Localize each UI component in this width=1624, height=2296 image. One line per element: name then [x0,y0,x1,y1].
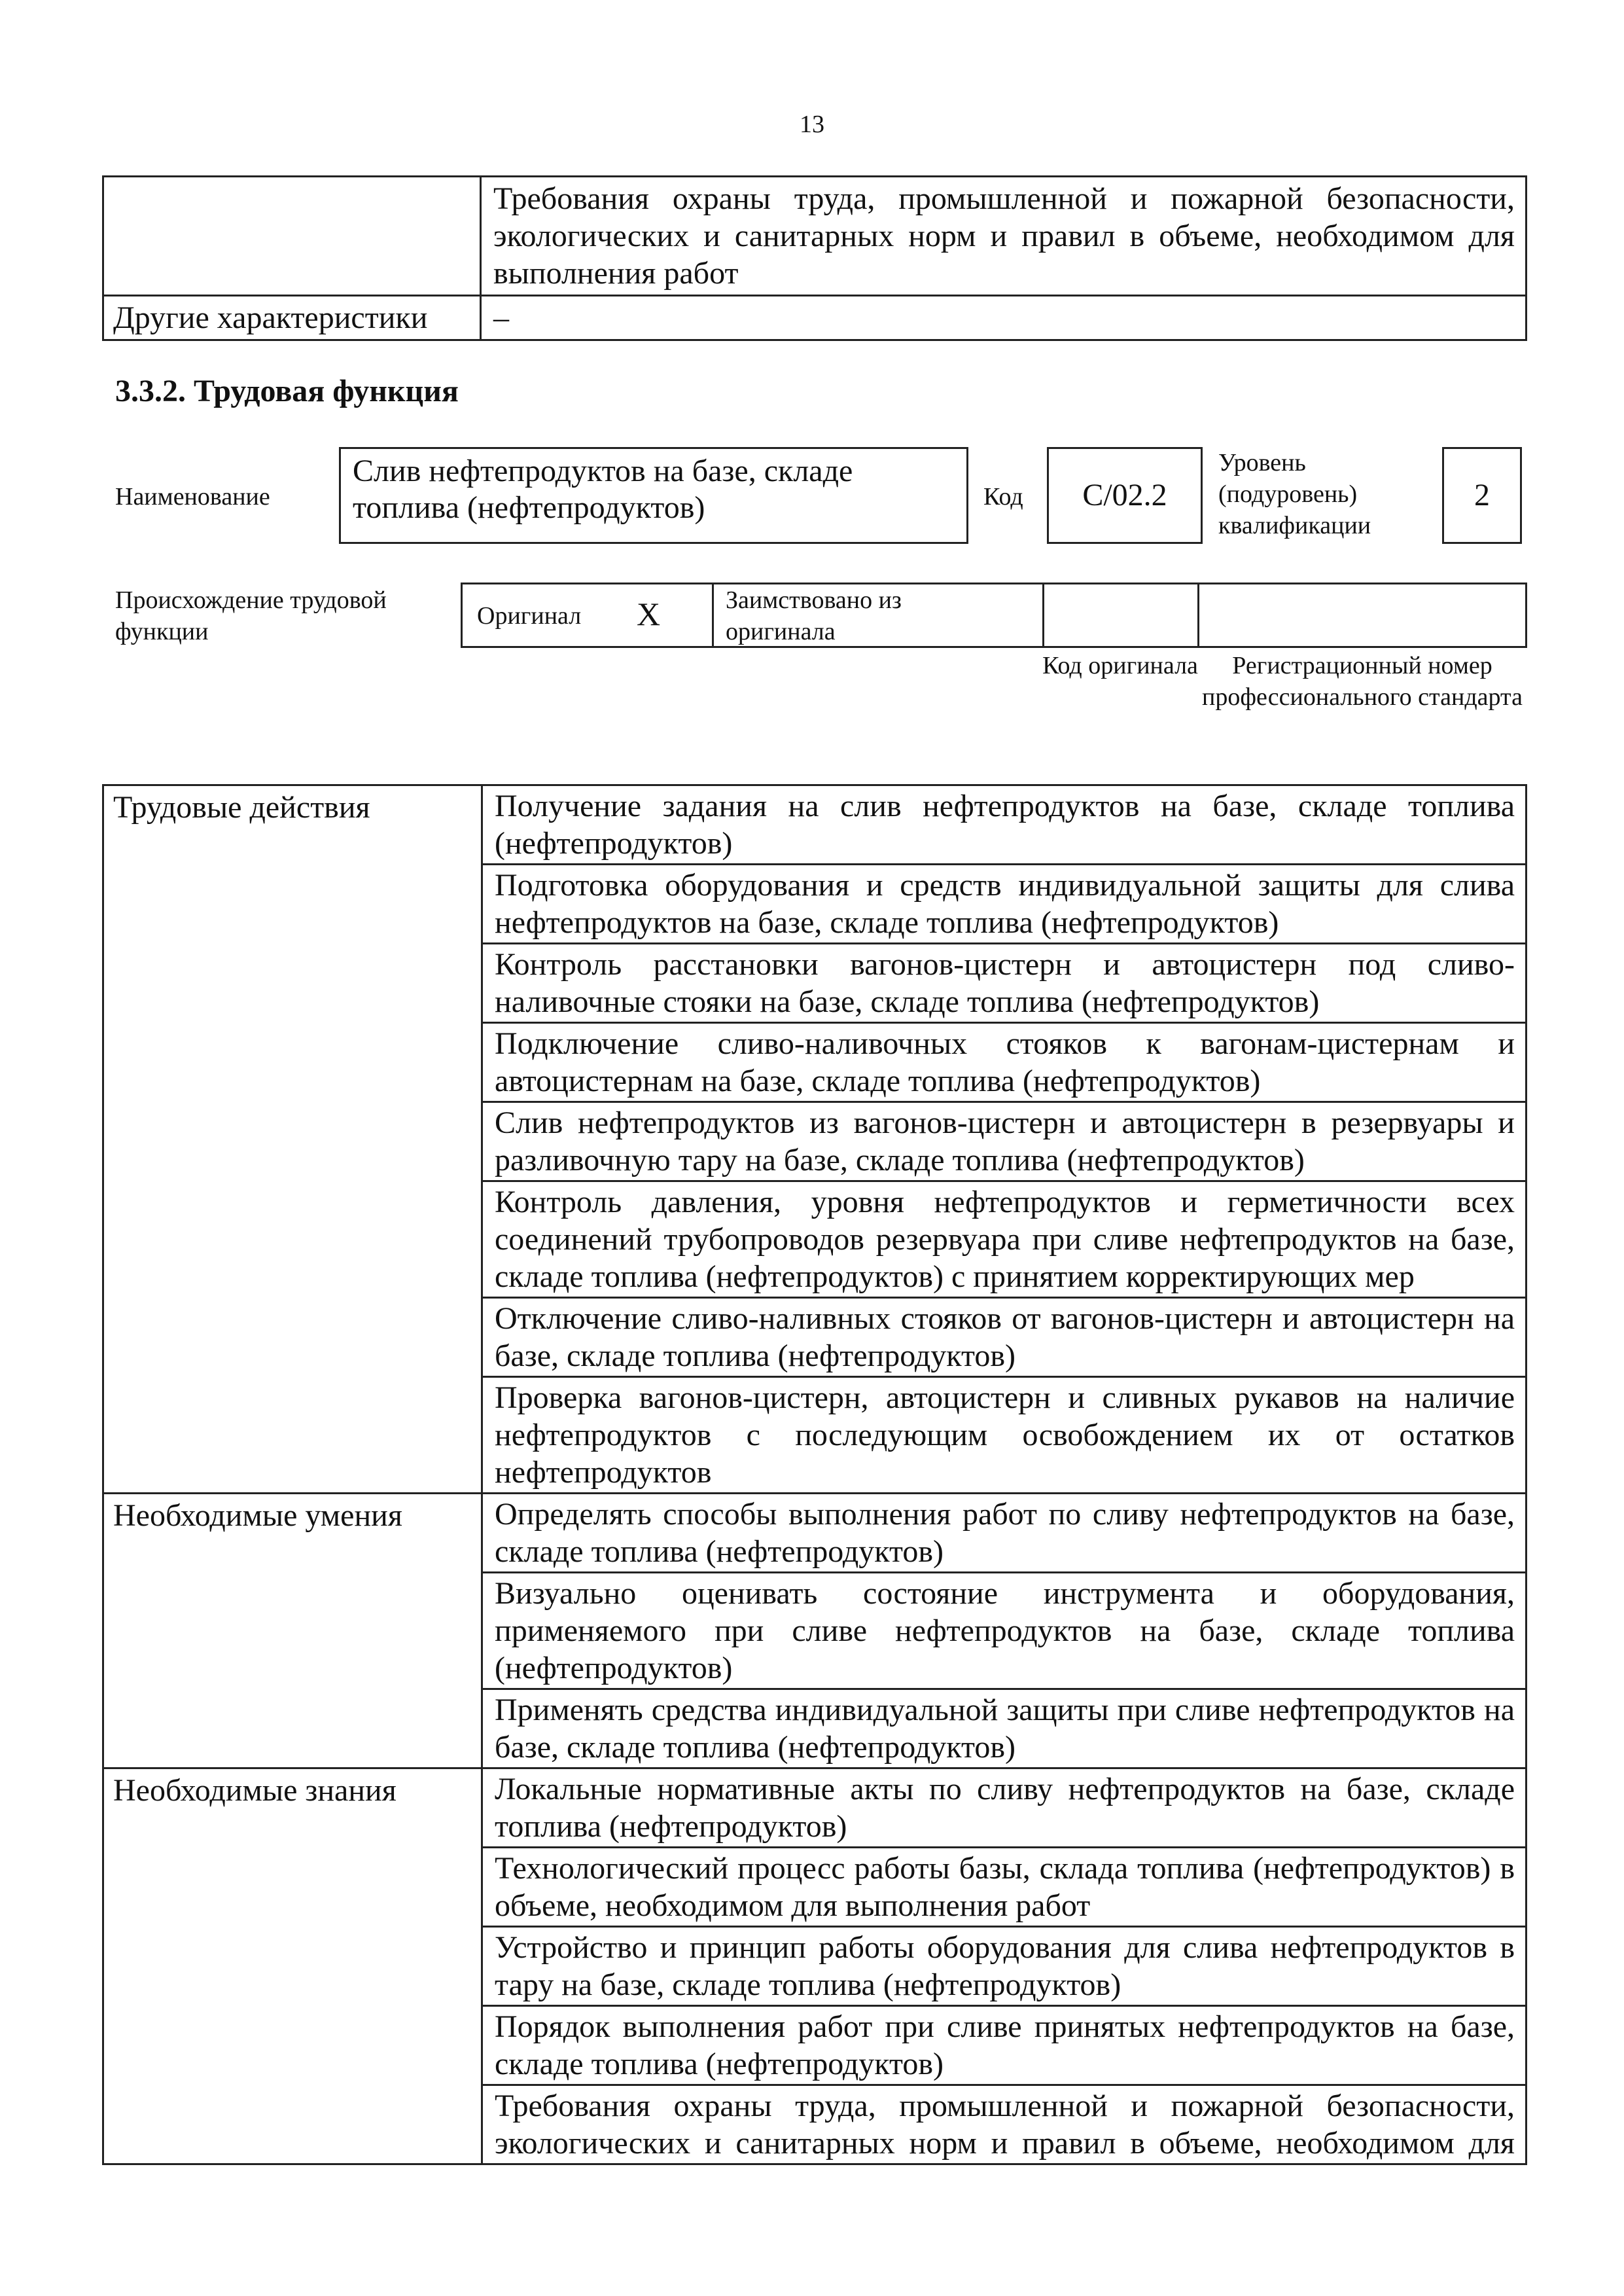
table-row [103,785,1527,865]
function-code-box: С/02.2 [1047,447,1203,544]
labor-action-item: Контроль расстановки вагонов-цистерн и автоцистерн под сливо-наливочные стояки на базе, складе топлива (нефтепродуктов) [482,944,1527,1023]
divider [1197,584,1199,646]
table-row [103,296,1527,340]
original-mark: Х [637,596,661,632]
table-row [103,1494,1527,1573]
borrowed-label: Заимствовано из оригинала [726,586,902,645]
requirement-text: Требования охраны труда, промышленной и пожарной безопасности, экологических и санитарных норм и правил в объеме, необходимом для выполнения работ [481,177,1527,296]
original-label: Оригинал [477,602,582,630]
labor-action-item: Контроль давления, уровня нефтепродуктов и герметичности всех соединений трубопроводов резервуара при сливе нефтепродуктов на базе, складе топлива (нефтепродуктов) с принятием корректирующих мер [482,1181,1527,1298]
labor-action-item: Получение задания на слив нефтепродуктов на базе, складе топлива (нефтепродуктов) [482,785,1527,865]
knowledge-item: Локальные нормативные акты по сливу нефтепродуктов на базе, складе топлива (нефтепродуктов) [482,1768,1527,1848]
origin-box [461,583,1527,648]
other-characteristics-label: Другие характеристики [103,296,481,340]
skills-label: Необходимые умения [103,1494,482,1768]
knowledge-item: Требования охраны труда, промышленной и пожарной безопасности, экологических и санитарных норм и правил в объеме, необходимом для [482,2085,1527,2164]
page-number: 13 [800,111,824,138]
empty-category-cell [103,177,481,296]
skill-item: Применять средства индивидуальной защиты при сливе нефтепродуктов на базе, складе топлива (нефтепродуктов) [482,1689,1527,1768]
table-row [103,1768,1527,1848]
skill-item: Определять способы выполнения работ по сливу нефтепродуктов на базе, складе топлива (нефтепродуктов) [482,1494,1527,1573]
divider [712,584,714,646]
labor-function-table [102,784,1527,2165]
knowledge-item: Технологический процесс работы базы, склада топлива (нефтепродуктов) в объеме, необходимом для выполнения работ [482,1848,1527,1927]
labor-action-item: Подготовка оборудования и средств индивидуальной защиты для слива нефтепродуктов на базе, складе топлива (нефтепродуктов) [482,865,1527,944]
labor-actions-label: Трудовые действия [103,785,482,1494]
code-label: Код [983,483,1023,511]
qualification-level-box: 2 [1442,447,1522,544]
function-name-box: Слив нефтепродуктов на базе, складе топлива (нефтепродуктов) [339,447,968,544]
labor-action-item: Проверка вагонов-цистерн, автоцистерн и сливных рукавов на наличие нефтепродуктов с последующим освобождением их от остатков нефтепродуктов [482,1377,1527,1494]
origin-label: Происхождение трудовой функции [115,586,387,645]
table-row [103,177,1527,296]
knowledge-label: Необходимые знания [103,1768,482,2164]
labor-action-item: Слив нефтепродуктов из вагонов-цистерн и автоцистерн в резервуары и разливочную тару на базе, складе топлива (нефтепродуктов) [482,1102,1527,1181]
divider [1042,584,1044,646]
other-characteristics-value: – [481,296,1527,340]
registration-number-caption: Регистрационный номер профессионального стандарта [1202,652,1523,711]
labor-action-item: Отключение сливо-наливных стояков от вагонов-цистерн и автоцистерн на базе, складе топлива (нефтепродуктов) [482,1298,1527,1377]
previous-section-table [102,175,1527,341]
original-code-caption: Код оригинала [1042,652,1198,679]
knowledge-item: Порядок выполнения работ при сливе принятых нефтепродуктов на базе, складе топлива (нефтепродуктов) [482,2006,1527,2085]
name-label: Наименование [115,483,270,511]
section-title: 3.3.2. Трудовая функция [115,374,459,408]
knowledge-item: Устройство и принцип работы оборудования для слива нефтепродуктов в тару на базе, складе топлива (нефтепродуктов) [482,1927,1527,2006]
skill-item: Визуально оценивать состояние инструмента и оборудования, применяемого при сливе нефтепродуктов на базе, складе топлива (нефтепродуктов) [482,1573,1527,1689]
qualification-level-label: Уровень (подуровень) квалификации [1218,449,1371,539]
labor-action-item: Подключение сливо-наливочных стояков к вагонам-цистернам и автоцистернам на базе, складе топлива (нефтепродуктов) [482,1023,1527,1102]
